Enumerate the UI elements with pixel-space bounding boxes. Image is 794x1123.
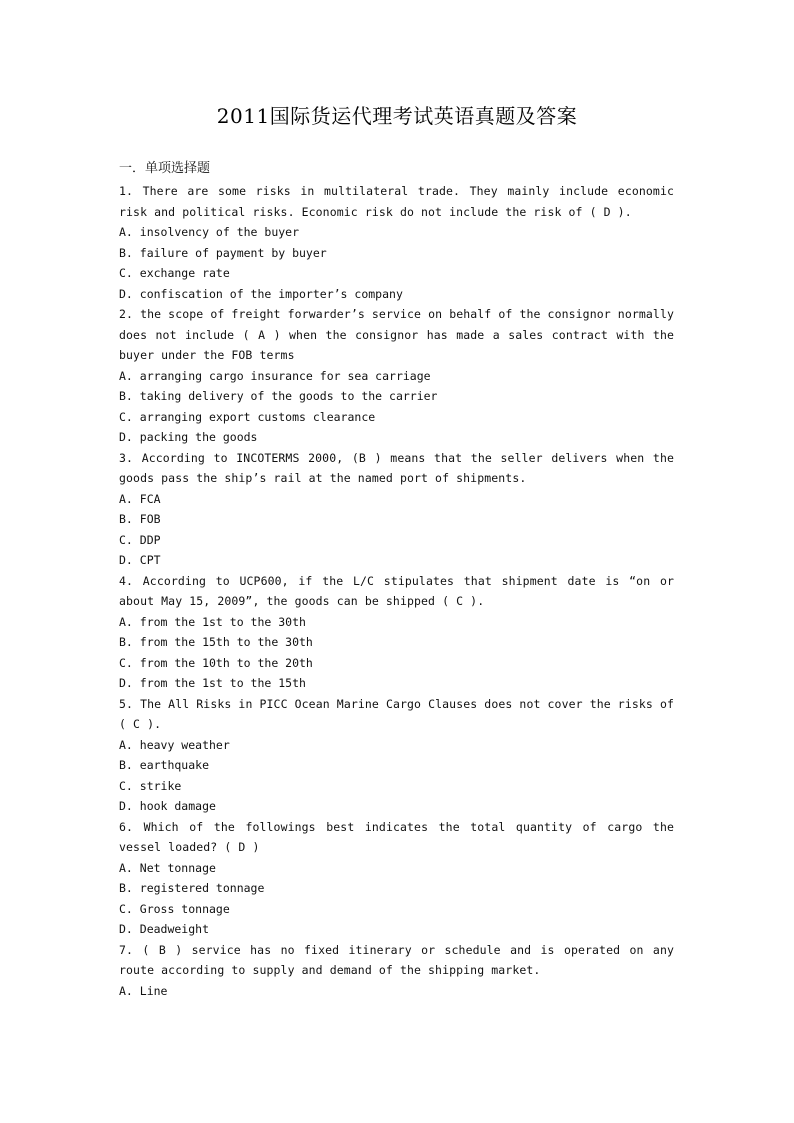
- option-d: D. packing the goods: [119, 430, 258, 444]
- question-1: [119, 181, 674, 304]
- question-3: [119, 448, 674, 571]
- question-text: 1. There are some risks in multilateral trade. They mainly include economic risk and political risks. Economic risk do not include the risk of ( D ).: [119, 184, 674, 219]
- question-text: 3. According to INCOTERMS 2000, (B ) means that the seller delivers when the goods pass the ship’s rail at the named port of shipments.: [119, 450, 674, 485]
- option-a: A. FCA: [119, 491, 161, 506]
- option-c: C. exchange rate: [119, 266, 230, 280]
- option-b: B. FOB: [119, 512, 161, 526]
- question-text: 4. According to UCP600, if the L/C stipulates that shipment date is “on or about May 15, 2009”, the goods can be shipped ( C ).: [119, 573, 674, 608]
- option-a: A. arranging cargo insurance for sea carriage: [119, 368, 431, 383]
- option-a: A. Line: [119, 983, 168, 998]
- option-d: D. confiscation of the importer’s company: [119, 286, 403, 301]
- document-body: [119, 158, 674, 1001]
- document-title: 2011国际货运代理考试英语真题及答案: [216, 104, 578, 128]
- option-a: A. Net tonnage: [119, 860, 216, 875]
- option-b: B. taking delivery of the goods to the carrier: [119, 389, 438, 403]
- option-d: D. from the 1st to the 15th: [119, 676, 306, 690]
- question-7: [119, 940, 674, 1002]
- question-6: [119, 817, 674, 940]
- option-a: A. from the 1st to the 30th: [119, 614, 306, 629]
- question-text: 7. ( B ) service has no fixed itinerary or schedule and is operated on any route according to supply and demand of the shipping market.: [119, 942, 674, 977]
- option-b: B. from the 15th to the 30th: [119, 635, 313, 649]
- option-c: C. from the 10th to the 20th: [119, 655, 313, 670]
- section-heading: 一．单项选择题: [119, 161, 211, 176]
- option-d: D. Deadweight: [119, 922, 210, 936]
- question-text: 6. Which of the followings best indicates the total quantity of cargo the vessel loaded? ( D ): [119, 819, 674, 854]
- option-c: C. arranging export customs clearance: [119, 409, 376, 424]
- option-b: B. earthquake: [119, 758, 210, 772]
- question-5: [119, 694, 674, 817]
- question-text: 5. The All Risks in PICC Ocean Marine Cargo Clauses does not cover the risks of ( C ).: [119, 696, 674, 731]
- option-c: C. Gross tonnage: [119, 901, 230, 916]
- option-b: B. failure of payment by buyer: [119, 245, 327, 260]
- option-c: C. strike: [119, 778, 182, 793]
- option-a: A. insolvency of the buyer: [119, 225, 300, 239]
- question-2: [119, 304, 674, 448]
- option-b: B. registered tonnage: [119, 881, 265, 895]
- option-a: A. heavy weather: [119, 737, 230, 752]
- question-4: [119, 571, 674, 694]
- question-text: 2. the scope of freight forwarder’s service on behalf of the consignor normally does not include ( A ) when the consignor has made a sales contract with the buyer under the FOB terms: [119, 307, 674, 362]
- option-c: C. DDP: [119, 532, 161, 547]
- option-d: D. hook damage: [119, 799, 216, 813]
- option-d: D. CPT: [119, 553, 161, 567]
